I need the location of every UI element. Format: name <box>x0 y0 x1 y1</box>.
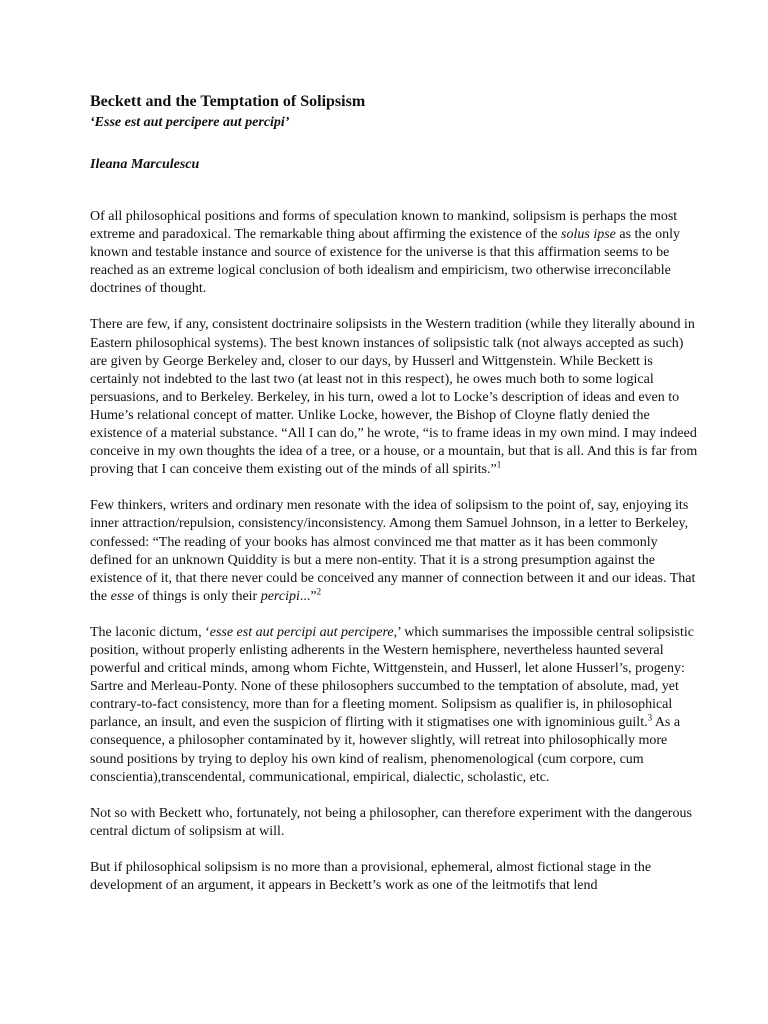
paragraph-1-italic: solus ipse <box>561 227 616 243</box>
paragraph-3-text-b: of things is only their <box>133 588 261 604</box>
author-name: Ileana Marculescu <box>90 157 200 172</box>
document-title: Beckett and the Temptation of Solipsism <box>90 93 366 110</box>
paragraph-1 <box>90 208 698 298</box>
paragraph-3 <box>90 497 698 606</box>
paragraph-3-text-c: ...” <box>299 588 317 604</box>
paragraph-2-text: There are few, if any, consistent doctrinaire solipsists in the Western tradition (while they literally abound in Eastern philosophical systems). The best known instances of solipsistic talk (not always accepted as such) are given by George Berkeley and, closer to our days, by Husserl and Wittgenstein. While Beckett is certainly not indebted to the last two (at least not in this respect), he owes much both to some logical persuasions, and to Berkeley. Berkeley, in his turn, owed a lot to Locke’s description of ideas and even to Hume’s relational concept of matter. Unlike Locke, however, the Bishop of Cloyne flatly denied the existence of a material substance. “All I can do,” he wrote, “is to frame ideas in my own mind. I may indeed conceive in my own thoughts the idea of a tree, or a house, or a mountain, but that is all. And this is far from proving that I can conceive them existing out of the minds of all spirits.” <box>90 317 698 478</box>
paragraph-4-text-c: As a consequence, a philosopher contaminated by it, however slightly, will retreat into philosophically more sound positions by trying to deploy his own kind of realism, phenomenological (cum corpore, cum conscientia),transcendental, communicational, empirical, dialectic, scholastic, etc. <box>90 715 681 785</box>
body-text <box>90 208 698 895</box>
paragraph-1-text-a: Of all philosophical positions and forms of speculation known to mankind, solipsism is perhaps the most extreme and paradoxical. The remarkable thing about affirming the existence of the <box>90 209 678 243</box>
footnote-ref-3[interactable]: 3 <box>647 712 653 723</box>
paragraph-4-text-a: The laconic dictum, ‘ <box>90 624 210 640</box>
paragraph-4 <box>90 624 698 787</box>
paragraph-1-text-b: as the only known and testable instance and source of existence for the universe is that this affirmation seems to be reached as an extreme logical conclusion of both idealism and empiricism, two otherwise irreconcilable doctrines of thought. <box>90 227 681 297</box>
footnote-ref-2[interactable]: 2 <box>316 586 322 597</box>
paragraph-3-italic-percipi: percipi <box>260 588 300 604</box>
paragraph-3-text-a: Few thinkers, writers and ordinary men resonate with the idea of solipsism to the point of, say, enjoying its inner attraction/repulsion, consistency/inconsistency. Among them Samuel Johnson, in a letter to Berkeley, confessed: “The reading of your books has almost convinced me that matter as it has been commonly defined for an unknown Quiddity is but a mere non-entity. That it is a strong presumption against the existence of it, that there never could be conceived any manner of connection between it and our ideas. That the <box>90 498 696 604</box>
paragraph-4-italic: esse est aut percipi aut percipere <box>209 624 394 640</box>
paragraph-3-italic-esse: esse <box>110 588 134 604</box>
document-subtitle: ‘Esse est aut percipere aut percipi’ <box>90 115 290 130</box>
paragraph-4-text-b: ,’ which summarises the impossible central solipsistic position, without properly enlisting adherents in the Western hemisphere, nevertheless haunted several powerful and critical minds, among whom Fichte, Wittgenstein, and Husserl, let alone Husserl’s, progeny: Sartre and Merleau-Ponty. None of these philosophers succumbed to the temptation of absolute, mad, yet contrary-to-fact consistency, more than for a fleeting moment. Solipsism as qualifier is, in philosophical parlance, an insult, and even the suspicion of flirting with it stigmatises one with ignominious guilt. <box>90 624 694 731</box>
paragraph-2 <box>90 316 698 479</box>
paragraph-5: Not so with Beckett who, fortunately, not being a philosopher, can therefore experiment with the dangerous central dictum of solipsism at will. <box>90 805 692 839</box>
footnote-ref-1[interactable]: 1 <box>496 459 502 470</box>
paragraph-6: But if philosophical solipsism is no more than a provisional, ephemeral, almost fictional stage in the development of an argument, it appears in Beckett’s work as one of the leitmotifs that lend <box>90 859 652 893</box>
